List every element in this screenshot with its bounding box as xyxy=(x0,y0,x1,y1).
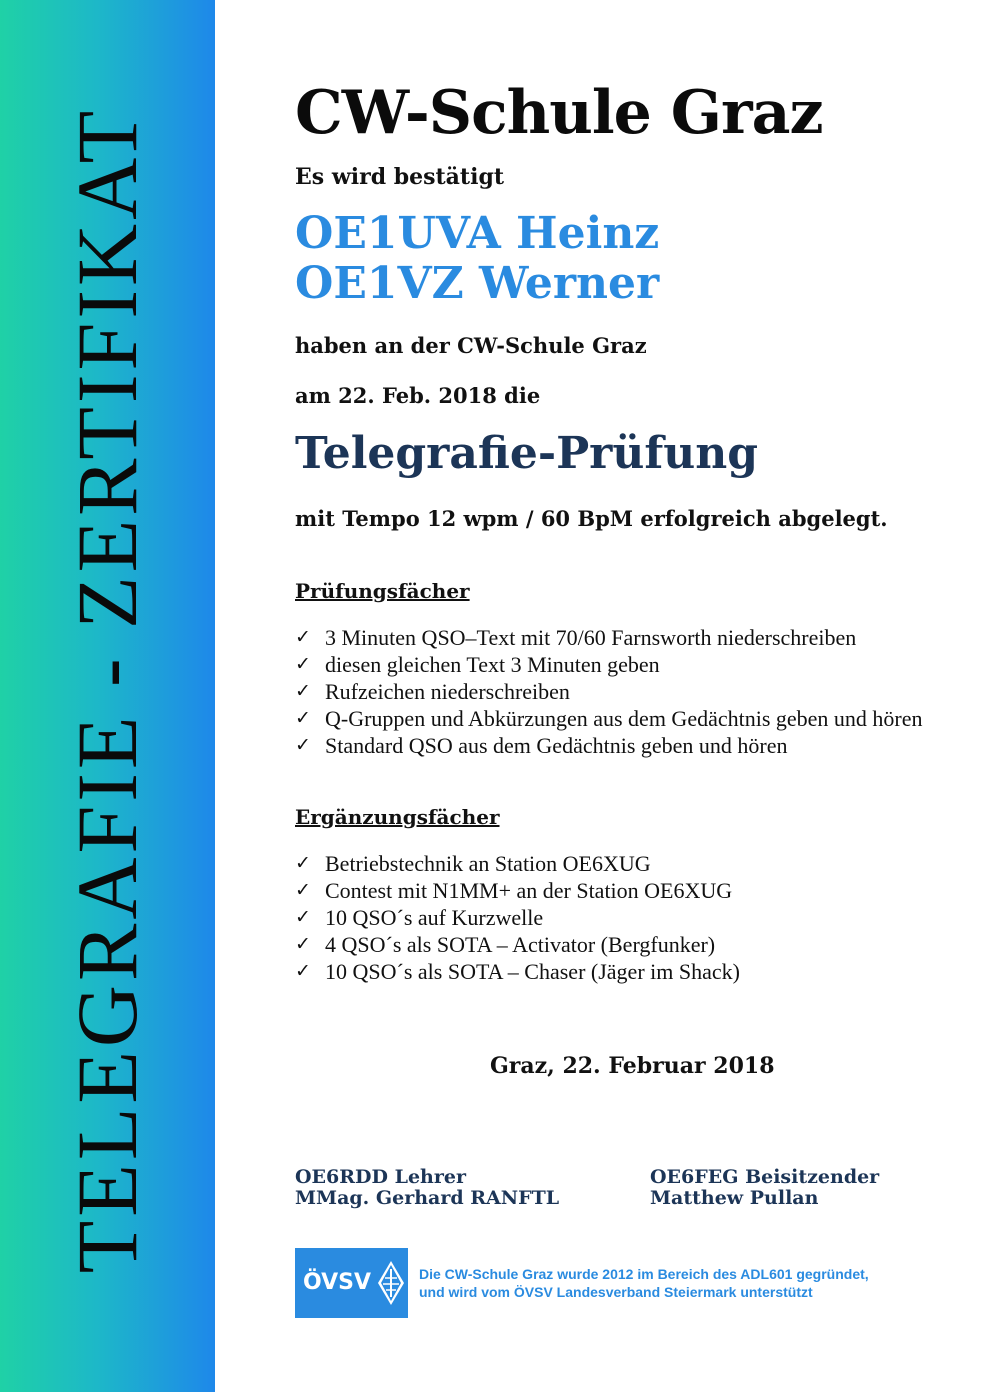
exam-title: Telegrafie-Prüfung xyxy=(295,428,759,479)
list-item-text: 4 QSO´s als SOTA – Activator (Bergfunker) xyxy=(325,932,716,957)
footer-note-line-2: und wird vom ÖVSV Landesverband Steiermark unterstützt xyxy=(419,1284,813,1300)
list-item xyxy=(295,705,935,732)
list-item xyxy=(295,904,935,931)
oevsv-logo xyxy=(295,1248,408,1318)
check-icon: ✓ xyxy=(295,906,311,928)
assessor-callsign-role: OE6FEG Beisitzender xyxy=(650,1166,880,1188)
list-item-text: Q-Gruppen und Abkürzungen aus dem Gedächtnis geben und hören xyxy=(325,706,923,731)
check-icon: ✓ xyxy=(295,707,311,729)
check-icon: ✓ xyxy=(295,734,311,756)
teacher-name: MMag. Gerhard RANFTL xyxy=(295,1187,560,1209)
list-item-text: 10 QSO´s als SOTA – Chaser (Jäger im Shack) xyxy=(325,959,740,984)
check-icon: ✓ xyxy=(295,852,311,874)
signature-teacher xyxy=(295,1167,559,1209)
list-item xyxy=(295,651,935,678)
list-item xyxy=(295,877,935,904)
list-item xyxy=(295,678,935,705)
list-item xyxy=(295,850,935,877)
school-title: CW-Schule Graz xyxy=(295,78,823,148)
list-item xyxy=(295,732,935,759)
confirm-text: Es wird bestätigt xyxy=(295,164,504,190)
date-line: am 22. Feb. 2018 die xyxy=(295,383,541,408)
place-date: Graz, 22. Februar 2018 xyxy=(490,1053,775,1079)
sidebar-title: TELEGRAFIE - ZERTIFIKAT xyxy=(59,106,155,1274)
check-icon: ✓ xyxy=(295,960,311,982)
list-item-text: 3 Minuten QSO–Text mit 70/60 Farnsworth niederschreiben xyxy=(325,625,857,650)
check-icon: ✓ xyxy=(295,653,311,675)
school-line: haben an der CW-Schule Graz xyxy=(295,333,647,358)
signature-assessor xyxy=(650,1167,879,1209)
recipient-name-2: OE1VZ Werner xyxy=(295,258,660,309)
list-item xyxy=(295,931,935,958)
check-icon: ✓ xyxy=(295,680,311,702)
footer-note xyxy=(419,1265,869,1301)
list-item-text: 10 QSO´s auf Kurzwelle xyxy=(325,905,544,930)
supplementary-subjects-heading: Ergänzungsfächer xyxy=(295,805,500,829)
check-icon: ✓ xyxy=(295,626,311,648)
list-item-text: diesen gleichen Text 3 Minuten geben xyxy=(325,652,660,677)
assessor-name: Matthew Pullan xyxy=(650,1187,819,1209)
tempo-text: mit Tempo 12 wpm / 60 BpM erfolgreich abgelegt. xyxy=(295,506,888,531)
footer-note-line-1: Die CW-Schule Graz wurde 2012 im Bereich des ADL601 gegründet, xyxy=(419,1266,869,1282)
check-icon: ✓ xyxy=(295,933,311,955)
list-item-text: Betriebstechnik an Station OE6XUG xyxy=(325,851,651,876)
exam-subjects-heading: Prüfungsfächer xyxy=(295,579,470,603)
exam-subjects-list xyxy=(295,624,935,759)
antenna-diamond-icon xyxy=(377,1260,405,1306)
list-item xyxy=(295,958,935,985)
sidebar-band xyxy=(0,0,215,1392)
supplementary-subjects-list xyxy=(295,850,935,985)
list-item xyxy=(295,624,935,651)
check-icon: ✓ xyxy=(295,879,311,901)
list-item-text: Contest mit N1MM+ an der Station OE6XUG xyxy=(325,878,733,903)
recipient-name-1: OE1UVA Heinz xyxy=(295,208,660,259)
list-item-text: Rufzeichen niederschreiben xyxy=(325,679,570,704)
list-item-text: Standard QSO aus dem Gedächtnis geben und hören xyxy=(325,733,788,758)
teacher-callsign-role: OE6RDD Lehrer xyxy=(295,1166,466,1188)
logo-text: ÖVSV xyxy=(303,1270,372,1295)
